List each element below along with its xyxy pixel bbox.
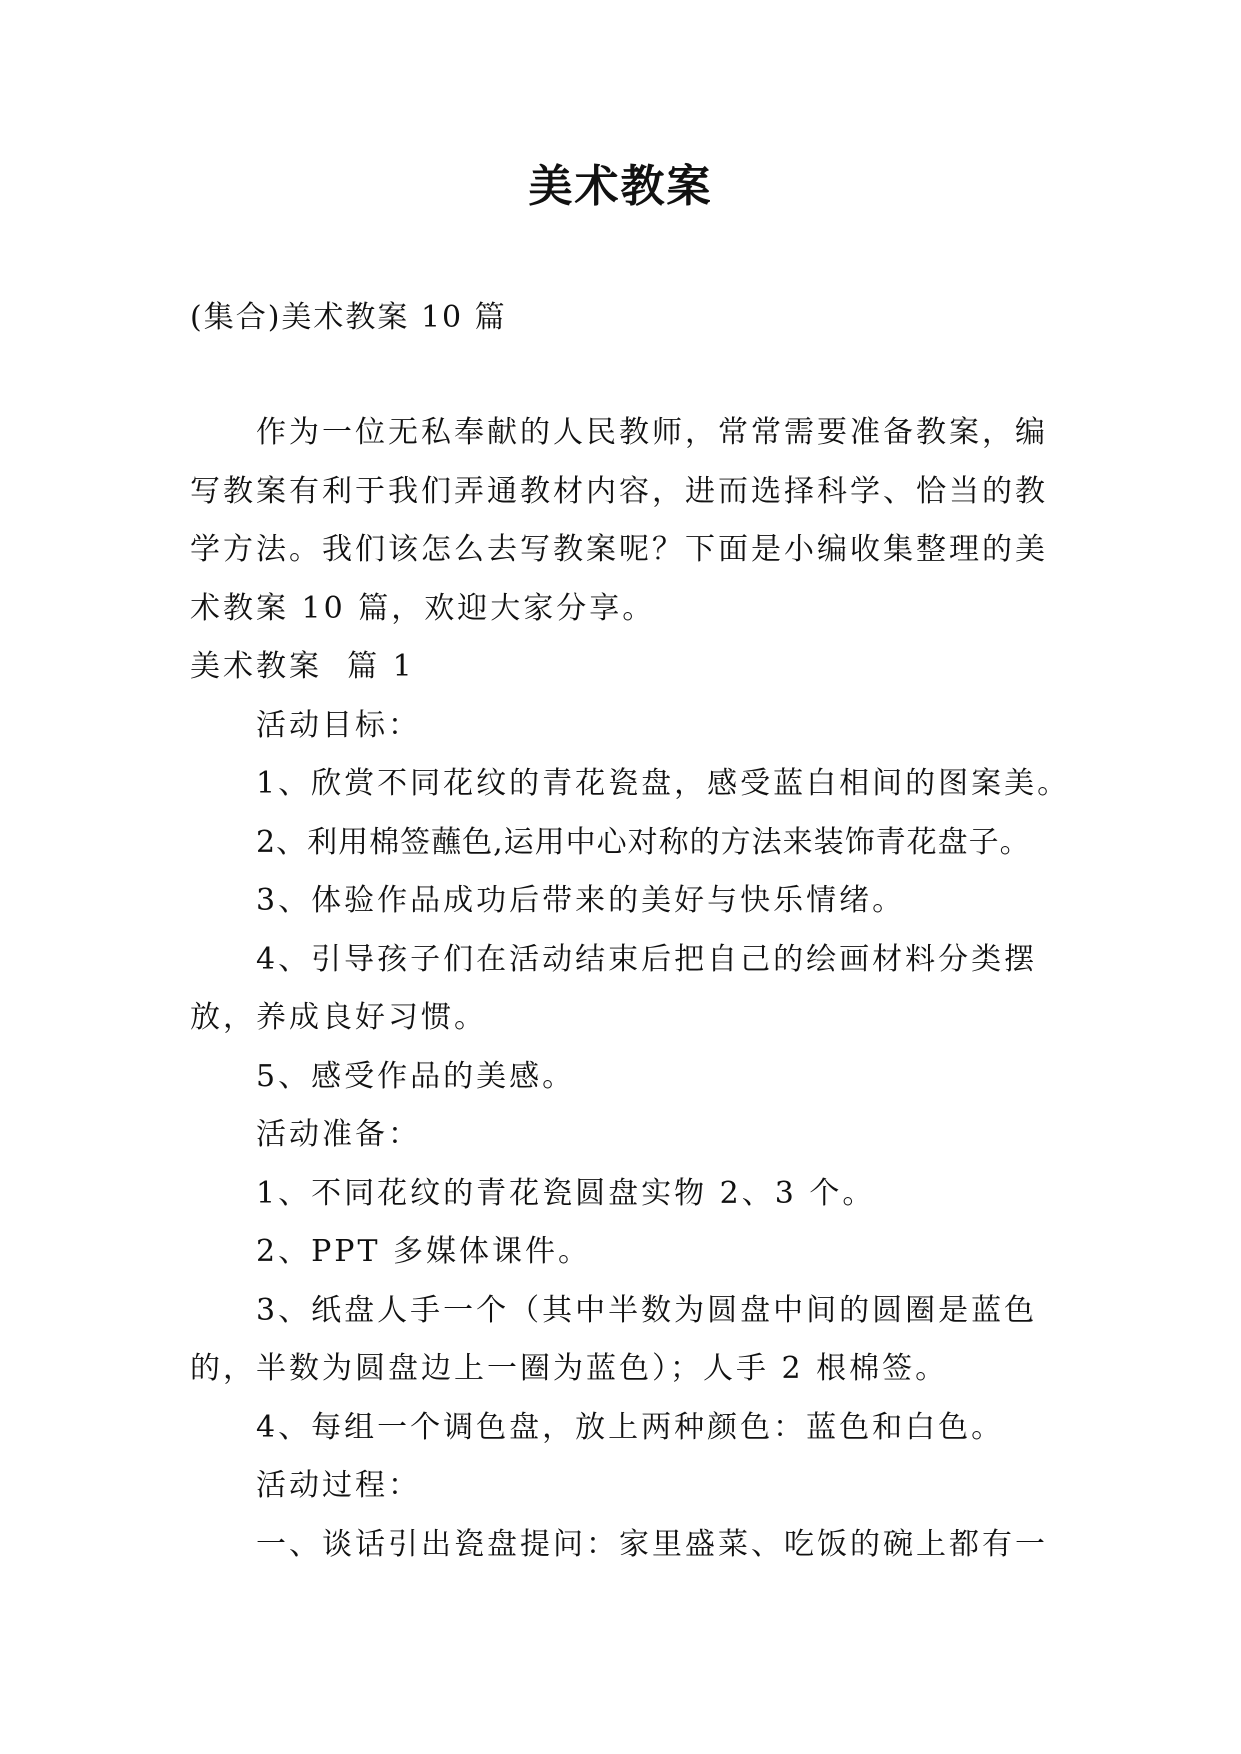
- prep-item-1: 1、不同花纹的青花瓷圆盘实物 2、3 个。: [256, 1175, 876, 1211]
- goal-item-5: 5、感受作品的美感。: [256, 1058, 576, 1094]
- intro-line-3: 学方法。我们该怎么去写教案呢？下面是小编收集整理的美: [190, 532, 1048, 567]
- goals-heading: 活动目标：: [256, 707, 421, 743]
- prep-item-2: 2、PPT 多媒体课件。: [256, 1234, 592, 1269]
- prep-item-3-line-2: 的，半数为圆盘边上一圈为蓝色）；人手 2 根棉签。: [190, 1351, 949, 1386]
- intro-line-4: 术教案 10 篇，欢迎大家分享。: [190, 590, 656, 626]
- goal-item-2: 2、利用棉签蘸色,运用中心对称的方法来装饰青花盘子。: [256, 824, 1031, 860]
- prep-item-4: 4、每组一个调色盘，放上两种颜色：蓝色和白色。: [256, 1409, 1005, 1445]
- section-heading: 美术教案 篇 1: [190, 649, 415, 684]
- goal-item-4-line-1: 4、引导孩子们在活动结束后把自己的绘画材料分类摆: [256, 941, 1038, 977]
- goal-item-3: 3、体验作品成功后带来的美好与快乐情绪。: [256, 883, 906, 918]
- goal-item-1: 1、欣赏不同花纹的青花瓷盘，感受蓝白相间的图案美。: [256, 766, 1071, 801]
- intro-line-2: 写教案有利于我们弄通教材内容，进而选择科学、恰当的教: [190, 473, 1048, 509]
- goal-item-4-line-2: 放，养成良好习惯。: [190, 1000, 487, 1035]
- document-body: [190, 404, 1071, 1574]
- prep-heading: 活动准备：: [256, 1117, 421, 1152]
- intro-line-1: 作为一位无私奉献的人民教师，常常需要准备教案，编: [256, 415, 1048, 450]
- process-heading: 活动过程：: [256, 1468, 421, 1503]
- document-subtitle: (集合)美术教案 10 篇: [190, 300, 507, 335]
- process-item-1: 一、谈话引出瓷盘提问：家里盛菜、吃饭的碗上都有一: [256, 1526, 1048, 1562]
- document-title: 美术教案: [528, 161, 713, 212]
- prep-item-3-line-1: 3、纸盘人手一个（其中半数为圆盘中间的圆圈是蓝色: [256, 1292, 1038, 1328]
